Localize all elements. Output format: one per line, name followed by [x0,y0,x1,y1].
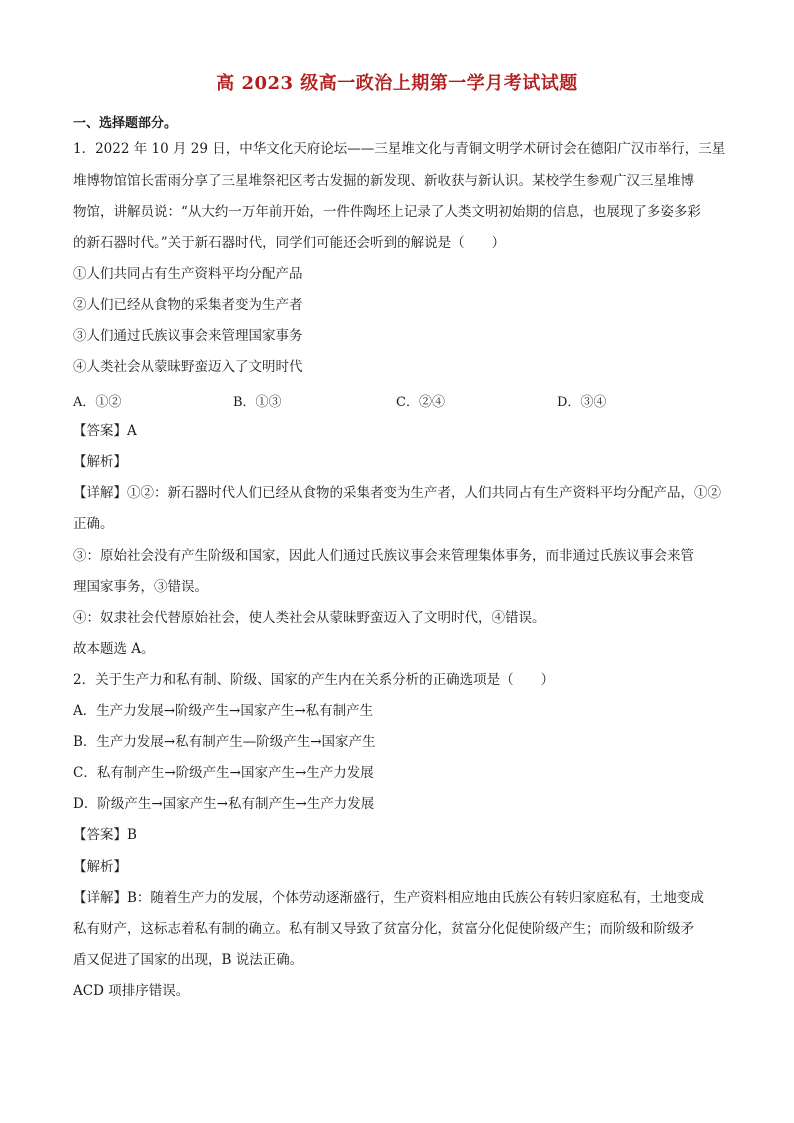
q1-option-d: D．③④ [557,395,607,410]
q1-detail-line: 【详解】①②：新石器时代人们已经从食物的采集者变为生产者，人们共同占有生产资料平均分配产品，①② [73,485,721,501]
q1-stem-line: 物馆，讲解员说：“从大约一万年前开始，一件件陶坯上记录了人类文明初始期的信息，也展现了多姿多彩 [73,204,701,220]
q2-option-a: A．生产力发展→阶级产生→国家产生→私有制产生 [73,703,374,719]
q1-option-b: B．①③ [233,395,282,410]
q1-detail-line: 故本题选 A。 [73,641,155,657]
q2-stem: 2．关于生产力和私有制、阶级、国家的产生内在关系分析的正确选项是（ ） [73,672,555,688]
q1-stem-line: 的新石器时代。”关于新石器时代，同学们可能还会听到的解说是（ ） [73,235,506,251]
q2-option-b: B．生产力发展→私有制产生—阶级产生→国家产生 [73,734,376,750]
page-title: 高 2023 级高一政治上期第一学月考试试题 [216,73,578,94]
q1-item: ②人们已经从食物的采集者变为生产者 [73,297,303,313]
q1-item: ①人们共同占有生产资料平均分配产品 [73,266,303,282]
q2-answer: 【答案】B [73,827,137,843]
q1-item: ④人类社会从蒙昧野蛮迈入了文明时代 [73,359,303,375]
q2-analysis-label: 【解析】 [73,859,127,875]
q1-detail-line: ③：原始社会没有产生阶级和国家，因此人们通过氏族议事会来管理集体事务，而非通过氏族议事会来管 [73,548,694,564]
q1-detail-line: 理国家事务，③错误。 [73,579,208,595]
q1-option-c: C．②④ [396,395,445,410]
q2-detail-line: ACD 项排序错误。 [73,983,190,999]
q1-detail-line: 正确。 [73,516,114,532]
q1-detail-line: ④：奴隶社会代替原始社会，使人类社会从蒙昧野蛮迈入了文明时代，④错误。 [73,610,546,626]
q1-stem-line: 1．2022 年 10 月 29 日，中华文化天府论坛——三星堆文化与青铜文明学术研讨会在德阳广汉市举行，三星 [73,141,726,157]
q2-option-c: C．私有制产生→阶级产生→国家产生→生产力发展 [73,765,374,781]
q2-detail-line: 私有财产，这标志着私有制的确立。私有制又导致了贫富分化，贫富分化促使阶级产生；而阶级和阶级矛 [73,921,694,937]
q1-item: ③人们通过氏族议事会来管理国家事务 [73,328,303,344]
q1-answer: 【答案】A [73,423,137,439]
q1-option-a: A．①② [73,395,122,410]
q2-detail-line: 盾又促进了国家的出现，B 说法正确。 [73,952,304,968]
q1-analysis-label: 【解析】 [73,454,127,470]
section-header: 一、选择题部分。 [73,116,178,131]
q1-stem-line: 堆博物馆馆长雷雨分享了三星堆祭祀区考古发掘的新发现、新收获与新认识。某校学生参观广汉三星堆博 [73,173,694,189]
q2-detail-line: 【详解】B：随着生产力的发展，个体劳动逐渐盛行，生产资料相应地由氏族公有转归家庭私有，土地变成 [73,890,704,906]
q2-option-d: D．阶级产生→国家产生→私有制产生→生产力发展 [73,796,375,812]
